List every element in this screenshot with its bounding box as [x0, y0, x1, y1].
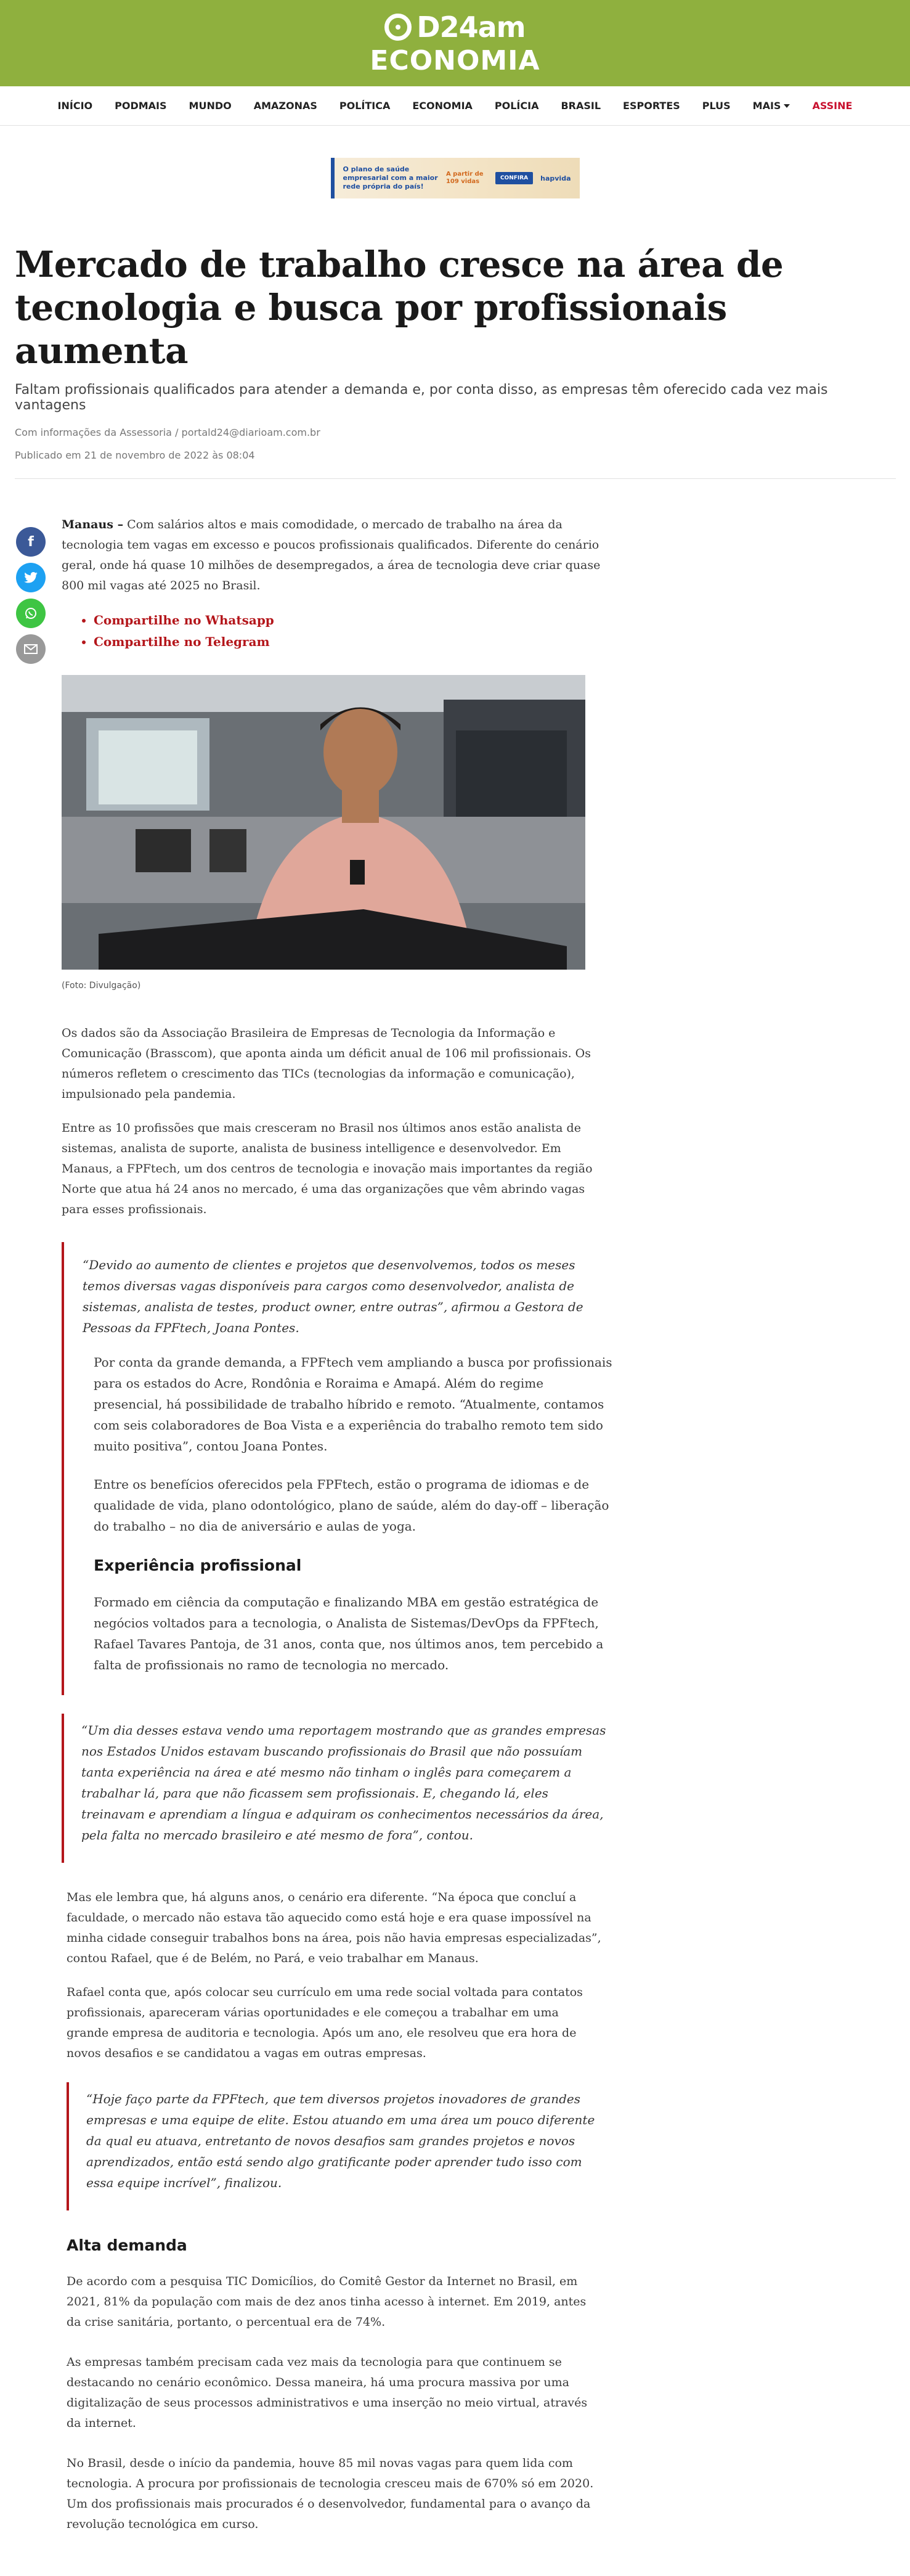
nav-item-mundo[interactable]: MUNDO: [189, 100, 232, 112]
paragraph-6: Mas ele lembra que, há alguns anos, o cenário era diferente. “Na época que concluí a faculdade, o mercado não estava tão aquecido como está hoje e era quase impossível na minha cidade conseguir trabalhos bons na área, pois não havia empresas especializadas”, contou Rafael, que é de Belém, no Pará, e veio trabalhar em Manaus.: [67, 1891, 601, 1965]
share-whatsapp-link[interactable]: • Compartilhe no Whatsapp: [94, 610, 610, 631]
nav-item-mais[interactable]: [742, 100, 802, 112]
photo-illustration: [62, 675, 585, 970]
lead-text: Com salários altos e mais comodidade, o mercado de trabalho na área da tecnologia tem vagas em excesso e poucos profissionais qualificados. Diferente do cenário geral, onde há quase 10 milhões de desempregados, a área de tecnologia deve criar quase 800 mil vagas até 2025 no Brasil.: [62, 518, 601, 592]
article-header: [0, 243, 910, 461]
blockquote-3: [67, 2082, 604, 2210]
quote-3: [86, 2088, 604, 2193]
heading-demand: Alta demanda: [67, 2236, 187, 2254]
nav-item-mais-label: MAIS: [752, 100, 781, 112]
share-links: [94, 610, 610, 653]
share-bar: [16, 527, 46, 664]
article-body: [0, 479, 910, 2535]
nav-item-podmais[interactable]: PODMAIS: [115, 100, 167, 112]
paragraph-1: Os dados são da Associação Brasileira de Empresas de Tecnologia da Informação e Comunicação (Brasscom), que aponta ainda um déficit anual de 106 mil profissionais. Os números refletem o crescimento das TICs (tecnologias da informação e comunicação), impulsionado pela pandemia.: [62, 1026, 591, 1101]
article-byline: Com informações da Assessoria / portald24@diarioam.com.br: [15, 427, 320, 438]
blockquote-inner-content: [83, 1352, 612, 1675]
article-photo: [62, 675, 585, 970]
quote-3-text: “Hoje faço parte da FPFtech, que tem diversos projetos inovadores de grandes empresas e uma equipe de elite. Estou atuando em uma área um pouco diferente da qual eu atuava, entretanto de novos desafios sam grandes projetos e novos aprendizados, então está sendo algo gratificante poder aprender tudo isso com essa equipe incrível”, finalizou.: [86, 2091, 595, 2190]
quote-1: [83, 1254, 610, 1338]
caret-down-icon: [784, 104, 790, 108]
logo-icon: [384, 14, 412, 41]
share-telegram-link[interactable]: • Compartilhe no Telegram: [94, 631, 610, 653]
article-content: [62, 515, 610, 2535]
quote-1-text: “Devido ao aumento de clientes e projetos que desenvolvemos, todos os meses temos diversas vagas disponíveis para cargos como desenvolvedor, analista de sistemas, analista de testes, product owner, entre outras”, afirmou a Gestora de Pessoas da FPFtech, Joana Pontes.: [83, 1257, 583, 1335]
quote-2-text: “Um dia desses estava vendo uma reportagem mostrando que as grandes empresas nos Estados Unidos estavam buscando profissionais do Brasil que não possuíam tanta experiência na área e até mesmo não tinham o inglês para começarem a trabalhar lá, para que não ficassem sem profissionais. E, chegando lá, eles treinavam e aprendiam a língua e adquiram os conhecimentos necessários da área, pela falta no mercado brasileiro e até mesmo de fora”, contou.: [81, 1723, 606, 1842]
lead-paragraph: [62, 515, 610, 596]
continuation-block: [62, 1887, 604, 2535]
logo-text: D24am: [416, 10, 526, 44]
paragraph-2: Entre as 10 profissões que mais cresceram no Brasil nos últimos anos estão analista de sistemas, analista de suporte, analista de business intelligence e desenvolvedor. Em Manaus, a FPFtech, um dos centros de tecnologia e inovação mais importantes da região Norte que atua há 24 anos no mercado, é uma das organizações que vêm abrindo vagas para esses profissionais.: [62, 1121, 593, 1216]
nav-item-amazonas[interactable]: AMAZONAS: [253, 100, 317, 112]
paragraph-5: Formado em ciência da computação e finalizando MBA em gestão estratégica de negócios voltados para a tecnologia, o Analista de Sistemas/DevOps da FPFtech, Rafael Tavares Pantoja, de 31 anos, conta que, nos últimos anos, tem percebido a falta de profissionais no ramo de tecnologia no mercado.: [94, 1595, 604, 1672]
paragraph-3: Por conta da grande demanda, a FPFtech vem ampliando a busca por profissionais para os estados do Acre, Rondônia e Roraima e Amapá. Além do regime presencial, há possibilidade de trabalho híbrido e remoto. “Atualmente, contamos com seis colaboradores de Boa Vista e a experiência do trabalho remoto tem sido muito positiva”, contou Joana Pontes.: [94, 1355, 612, 1454]
ad-cta-button[interactable]: CONFIRA: [495, 172, 533, 184]
nav-item-economia[interactable]: ECONOMIA: [412, 100, 473, 112]
article-title: Mercado de trabalho cresce na área de tecnologia e busca por profissionais aumenta: [15, 243, 784, 372]
section-title[interactable]: ECONOMIA: [370, 44, 540, 76]
facebook-icon[interactable]: f: [16, 527, 46, 557]
heading-experience: Experiência profissional: [94, 1556, 302, 1574]
lead-place: Manaus –: [62, 518, 124, 531]
paragraph-9: As empresas também precisam cada vez mais da tecnologia para que continuem se destacando no cenário econômico. Dessa maneira, há uma procura massiva por uma digitalização de seus processos administrativos e uma inserção no meio virtual, através da internet.: [67, 2355, 588, 2430]
site-header: [0, 0, 910, 86]
ad-brand-logo: hapvida: [540, 174, 571, 182]
blockquote-2: [62, 1714, 610, 1863]
article-date: Publicado em 21 de novembro de 2022 às 08:04: [15, 449, 255, 461]
paragraph-10: No Brasil, desde o início da pandemia, houve 85 mil novas vagas para quem lida com tecnologia. A procura por profissionais de tecnologia cresceu mais de 670% só em 2020. Um dos profissionais mais procurados é o desenvolvedor, fundamental para o avanço da revolução tecnológica em curso.: [67, 2456, 594, 2531]
nav-item-brasil[interactable]: BRASIL: [561, 100, 601, 112]
paragraph-4: Entre os benefícios oferecidos pela FPFtech, estão o programa de idiomas e de qualidade de vida, plano odontológico, plano de saúde, além do day-off – liberação do trabalho – no dia de aniversário e aulas de yoga.: [94, 1477, 609, 1534]
ad-text: O plano de saúde empresarial com a maior rede própria do país!: [343, 165, 438, 190]
ad-offer: A partir de 109 vidas: [445, 171, 484, 185]
photo-caption: (Foto: Divulgação): [62, 981, 141, 991]
main-nav: [0, 86, 910, 126]
paragraph-7: Rafael conta que, após colocar seu currículo em uma rede social voltada para contatos profissionais, apareceram várias oportunidades e ele começou a trabalhar em uma grande empresa de auditoria e tecnologia. Após um ano, ele resolveu que era hora de novos desafios e se candidatou a vagas em outras empresas.: [67, 1985, 583, 2060]
email-icon[interactable]: [16, 634, 46, 664]
nav-item-plus[interactable]: PLUS: [702, 100, 731, 112]
nav-item-policia[interactable]: POLÍCIA: [494, 100, 539, 112]
ad-banner[interactable]: [331, 158, 580, 198]
article-subtitle: Faltam profissionais qualificados para atender a demanda e, por conta disso, as empresas têm oferecido cada vez mais vantagens: [15, 382, 828, 413]
whatsapp-icon[interactable]: [16, 599, 46, 628]
nav-item-politica[interactable]: POLÍTICA: [339, 100, 391, 112]
nav-item-inicio[interactable]: INÍCIO: [57, 100, 93, 112]
site-logo[interactable]: [384, 10, 525, 44]
blockquote-outer: [62, 1242, 610, 1695]
ad-slot: [0, 126, 910, 231]
nav-item-assine[interactable]: ASSINE: [812, 100, 853, 112]
quote-2: [81, 1720, 610, 1846]
paragraph-8: De acordo com a pesquisa TIC Domicílios, do Comitê Gestor da Internet no Brasil, em 2021, 81% da população com mais de dez anos tinha acesso à internet. Em 2019, antes da crise sanitária, portanto, o percentual era de 74%.: [67, 2275, 587, 2329]
nav-item-esportes[interactable]: ESPORTES: [623, 100, 680, 112]
twitter-icon[interactable]: [16, 563, 46, 592]
